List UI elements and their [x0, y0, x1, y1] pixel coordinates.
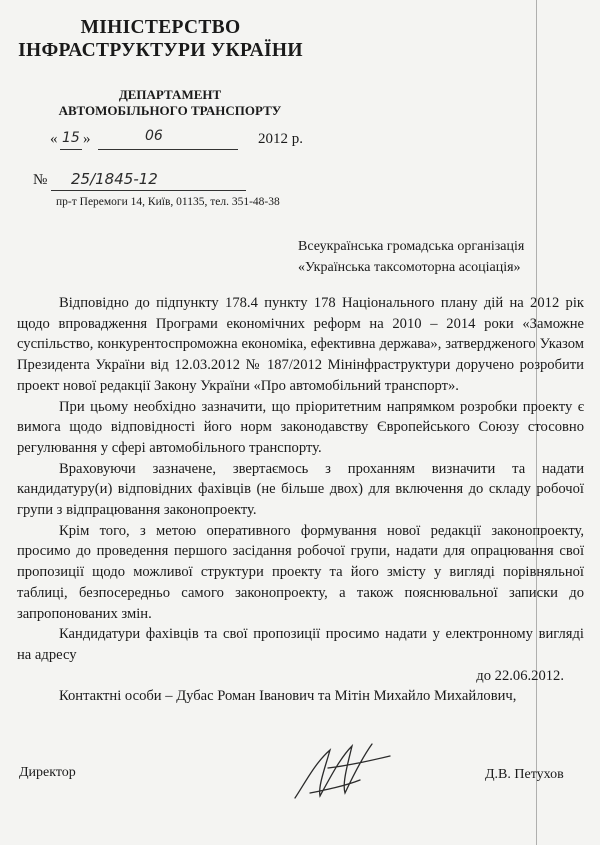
date-year: 2012 р.: [258, 131, 303, 147]
paragraph-3: Враховуючи зазначене, звертаємось з проханням визначити та надати кандидатуру(и) відповідних фахівців (не більше двох) для включення до складу робочої групи з відпрацювання законопроекту.: [17, 460, 584, 519]
date-open-quote: «: [50, 131, 58, 147]
recipient-block: [298, 236, 593, 278]
number-underline: [51, 190, 246, 191]
department-line-2: АВТОМОБІЛЬНОГО ТРАНСПОРТУ: [58, 103, 282, 118]
paragraph-2: При цьому необхідно зазначити, що пріоритетним напрямком розробки проекту є вимога щодо відповідності його норм законодавству Європейського Союзу стосовно регулювання у сфері автомобільного транспорту.: [17, 398, 584, 456]
document-date: [50, 128, 320, 151]
paragraph-5-deadline: до 22.06.2012.: [476, 667, 564, 684]
date-day: 15: [62, 130, 80, 146]
handwritten-signature: [290, 738, 400, 803]
paragraph-4: Крім того, з метою оперативного формування нової редакції законопроекту, просимо до проведення першого засідання робочої групи, надати для опрацювання свої пропозиції щодо можливої структури проекту та його змісту у вигляді порівняльної таблиці, безпосередньо самого законопроекту, а також пояснювальної записки до запропонованих змін.: [17, 522, 584, 622]
date-month: 06: [145, 128, 163, 144]
paragraph-5: [17, 624, 584, 686]
date-close-quote: »: [83, 131, 91, 147]
letter-body: [17, 293, 584, 707]
department-line-1: ДЕПАРТАМЕНТ: [118, 87, 222, 102]
document-number: [33, 172, 283, 194]
recipient-line-2: «Українська таксомоторна асоціація»: [298, 260, 521, 275]
paragraph-1: Відповідно до підпункту 178.4 пункту 178 Національного плану дій на 2012 рік щодо впровадження Програми економічних реформ на 2010 – 2014 роки «Заможне суспільство, конкурентоспроможна економіка, ефективна держава», затвердженого Указом Президента України від 12.03.2012 № 187/2012 Мінінфраструктури доручено розробити проект нової редакції Закону України «Про автомобільний транспорт».: [17, 295, 584, 394]
number-value: 25/1845-12: [71, 170, 158, 188]
ministry-header: [18, 16, 303, 62]
date-month-underline: [98, 149, 238, 150]
number-label: №: [33, 172, 48, 188]
paragraph-6: Контактні особи – Дубас Роман Іванович та Мітін Михайло Михайлович,: [59, 688, 517, 705]
department-header: [35, 87, 305, 119]
recipient-line-1: Всеукраїнська громадська організація: [298, 239, 525, 254]
director-title: Директор: [19, 765, 76, 780]
paragraph-5-text: Кандидатури фахівців та свої пропозиції просимо надати у електронному вигляді на адресу: [17, 626, 584, 663]
director-name: Д.В. Петухов: [485, 767, 564, 782]
ministry-line-2: ІНФРАСТРУКТУРИ УКРАЇНИ: [18, 40, 303, 61]
ministry-line-1: МІНІСТЕРСТВО: [80, 17, 241, 38]
address-line: пр-т Перемоги 14, Київ, 01135, тел. 351-48-38: [56, 196, 280, 208]
date-day-underline: [60, 149, 82, 150]
